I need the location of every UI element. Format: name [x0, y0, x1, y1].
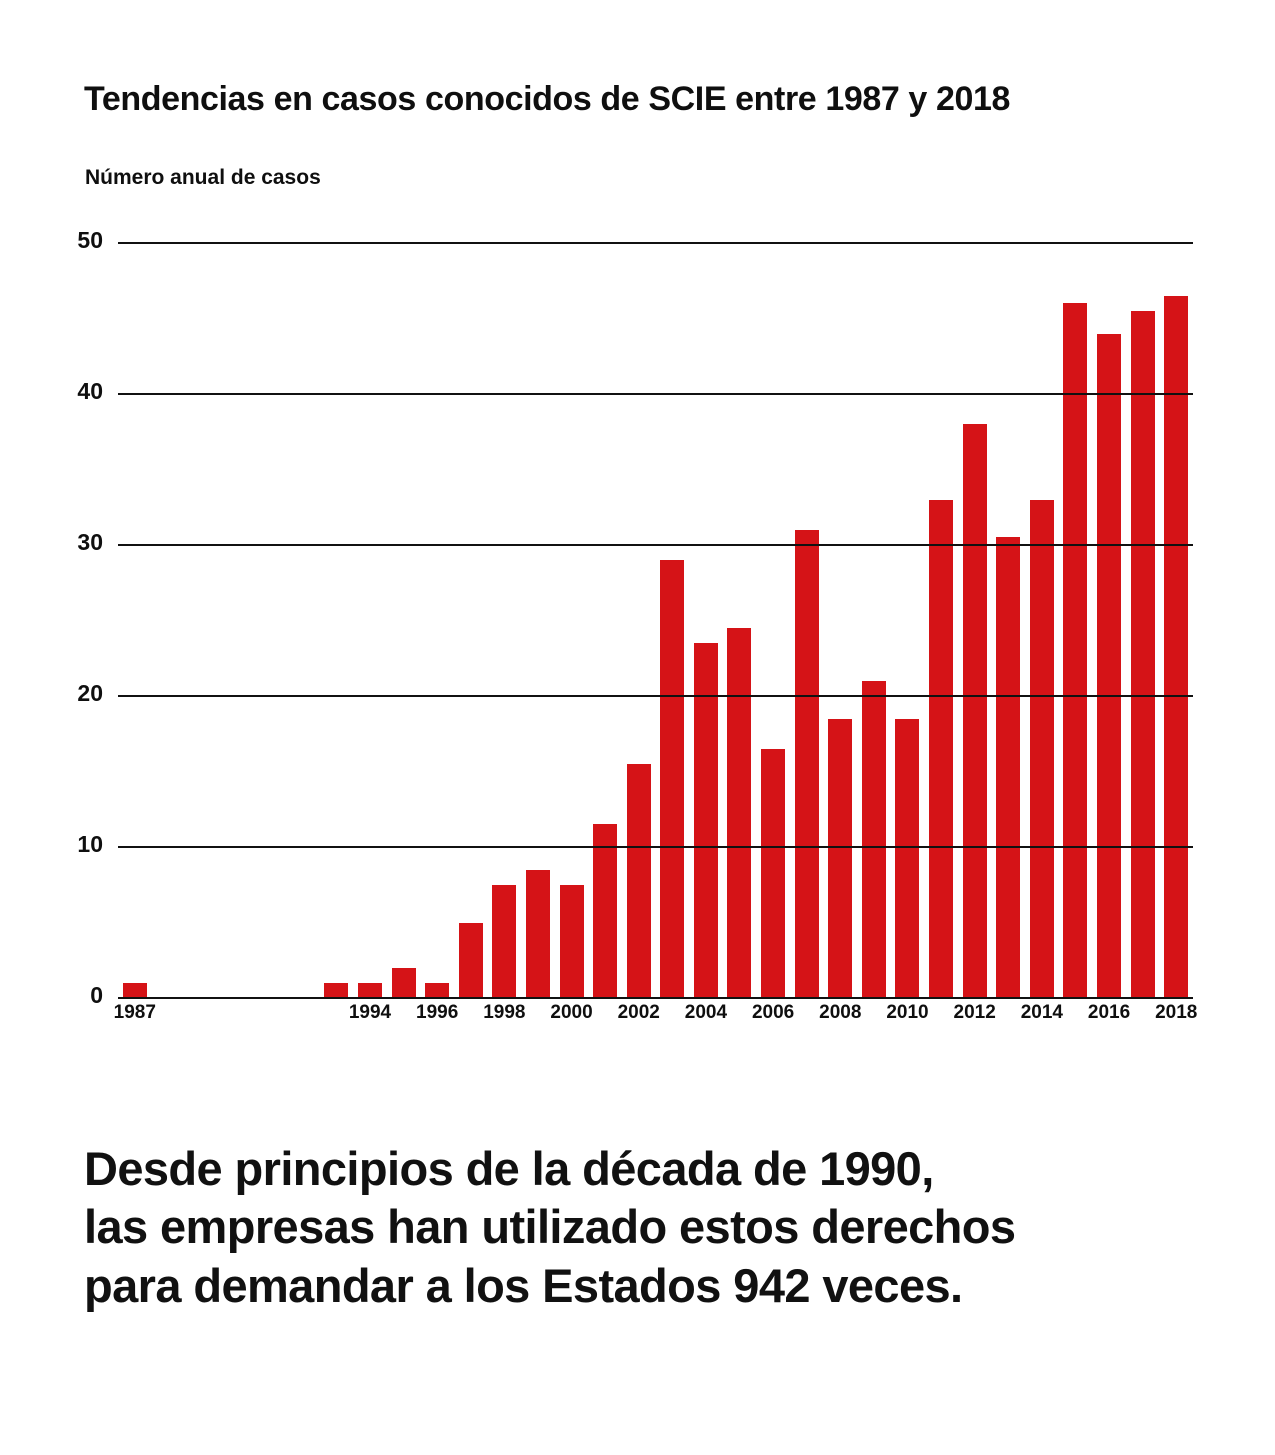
x-axis-ticks	[113, 1002, 1198, 1036]
bar-series	[118, 243, 1193, 998]
bar	[660, 560, 684, 998]
caption-line-3: para demandar a los Estados 942 veces.	[84, 1258, 963, 1312]
bar	[392, 968, 416, 998]
x-tick-label: 2006	[751, 1002, 795, 1023]
bar	[123, 983, 147, 998]
bar	[963, 424, 987, 998]
bar	[358, 983, 382, 998]
bar	[795, 530, 819, 998]
y-tick-label: 30	[77, 529, 103, 555]
bar	[627, 764, 651, 998]
x-tick-label: 2002	[617, 1002, 660, 1023]
x-tick-label: 2010	[886, 1002, 929, 1023]
caption	[84, 1140, 1204, 1315]
x-tick-label: 2008	[819, 1002, 862, 1023]
bar	[324, 983, 348, 998]
caption-line-2: las empresas han utilizado estos derechos	[84, 1200, 1016, 1254]
page-title: Tendencias en casos conocidos de SCIE entre 1987 y 2018	[84, 80, 1011, 118]
bar	[1097, 334, 1121, 998]
bar	[1131, 311, 1155, 998]
y-tick-label: 40	[77, 378, 103, 404]
x-tick-label: 1998	[483, 1002, 526, 1023]
y-axis-label: Número anual de casos	[85, 166, 321, 189]
gridline	[118, 695, 1193, 697]
x-tick-label: 2004	[684, 1002, 728, 1023]
gridline	[118, 997, 1193, 999]
bar	[560, 885, 584, 998]
bar	[761, 749, 785, 998]
y-tick-label: 20	[77, 680, 103, 706]
bar	[895, 719, 919, 998]
gridline	[118, 846, 1193, 848]
bar	[862, 681, 886, 998]
x-tick-label: 1996	[416, 1002, 459, 1023]
x-tick-label: 2000	[550, 1002, 593, 1023]
bar	[996, 537, 1020, 998]
x-tick-label: 2018	[1155, 1002, 1198, 1023]
x-tick-label: 1987	[113, 1002, 156, 1023]
x-tick-label: 2012	[953, 1002, 996, 1023]
bar	[828, 719, 852, 998]
caption-line-1: Desde principios de la década de 1990,	[84, 1142, 934, 1195]
bar	[492, 885, 516, 998]
bar	[727, 628, 751, 998]
gridline	[118, 544, 1193, 546]
bar	[1030, 500, 1054, 998]
bar	[929, 500, 953, 998]
gridline	[118, 393, 1193, 395]
x-tick-label: 2014	[1020, 1002, 1063, 1023]
bar	[459, 923, 483, 999]
x-tick-label: 1994	[348, 1002, 392, 1023]
x-tick-label: 2016	[1087, 1002, 1131, 1023]
y-tick-label: 50	[77, 227, 103, 253]
plot-area	[118, 243, 1193, 998]
y-tick-label: 10	[77, 831, 103, 857]
bar	[425, 983, 449, 998]
bar	[1164, 296, 1188, 998]
bar	[526, 870, 550, 998]
bar	[1063, 303, 1087, 998]
bar	[593, 824, 617, 998]
y-tick-label: 0	[90, 982, 103, 1008]
gridline	[118, 242, 1193, 244]
